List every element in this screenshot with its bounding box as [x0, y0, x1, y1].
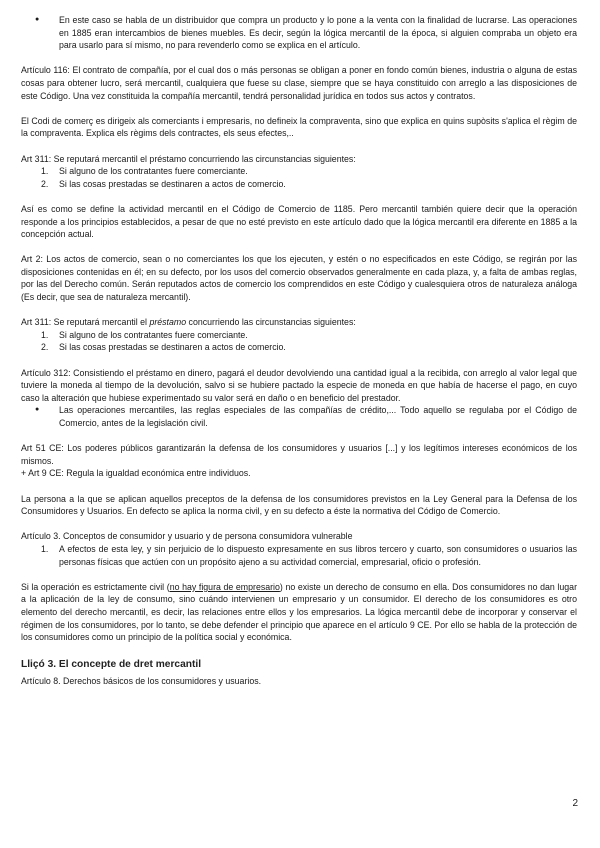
paragraph-art3: Artículo 3. Conceptos de consumidor y usuario y de persona consumidora vulnerable [21, 531, 353, 542]
paragraph-codi: El Codi de comerç es dirigeix als comerciants i empresaris, no defineix la compraventa, sino que explica en quins supòsits s'aplica el règim de la compraventa. Explica els règims dels contractes, els seus efectes,.. [21, 115, 577, 139]
list-item: 2. Si las cosas prestadas se destinaren a actos de comercio. [41, 342, 286, 353]
paragraph-operacion: Si la operación es estrictamente civil (no hay figura de empresario) no existe un derecho de consumo en ella. Dos consumidores no dan lugar a la aplicación de la ley de consumo, sino cuándo intervienen un empresario y un consumidor. El derecho de los consumidores es otro elemento del derecho mercantil, es decir, las relaciones entre ellos y los empresarios. La lógica mercantil debe de incorporar y conservar el régimen de los consumidores, por lo tanto, se debe defender el principio que aparece en el artículo 9 CE. Por ello se habla de la protección de los consumidores como un principio de la política social y económica. [21, 581, 577, 643]
list-item: ● En este caso se habla de un distribuidor que compra un producto y lo pone a la venta con la finalidad de lucrarse. Las operaciones en 1885 eran intercambios de bienes muebles. Es decir, según la lógica mercantil de la época, si alguien compraba un objeto era para usarlo para sí mismo, no para revenderlo como se explica en el artículo. [21, 14, 577, 52]
paragraph-art9: + Art 9 CE: Regula la igualdad económica entre individuos. [21, 468, 251, 479]
paragraph-art116: Artículo 116: El contrato de compañía, por el cual dos o más personas se obligan a poner en fondo común bienes, industria o alguna de estas cosas para obtener lucro, será mercantil, cualquiera que fuese su clase, siempre que se haya constituido con arreglo a las disposiciones de este Código. Una vez constituida la compañía mercantil, tendrá personalidad jurídica en todos sus actos y contratos. [21, 65, 577, 101]
section-heading: Lliçó 3. El concepte de dret mercantil [21, 658, 202, 670]
list-item: 1. Si alguno de los contratantes fuere comerciante. [41, 329, 248, 340]
list-item: 1. A efectos de esta ley, y sin perjuicio de lo dispuesto expresamente en sus libros tercero y cuarto, son consumidores o usuarios las personas físicas que actúen con un propósito ajeno a su actividad comercial, empresarial, oficio o profesión. [41, 543, 577, 567]
paragraph-persona: La persona a la que se aplican aquellos preceptos de la defensa de los consumidores previstos en la Ley General para la Defensa de los Consumidores y Usuarios. En defecto se aplica la norma civil, y en su defecto a éste la normativa del Código de Comercio. [21, 493, 577, 517]
numbered-list [21, 329, 577, 354]
numbered-list [21, 165, 577, 190]
paragraph-art51: Art 51 CE: Los poderes públicos garantizarán la defensa de los consumidores y usuarios [...] y los legítimos intereses económicos de los mismos. [21, 443, 577, 466]
paragraph-art2: Art 2: Los actos de comercio, sean o no comerciantes los que los ejecuten, y estén o no especificados en este Código, se regirán por las disposiciones contenidas en él; en su defecto, por los usos del comercio observados generalmente en cada plaza, y, a falta de ambas reglas, por las del Derecho común. Serán reputados actos de comercio los comprendidos en este Código y cualesquiera otros de naturaleza análoga (Es decir, que sea de naturaleza mercantil). [21, 254, 577, 303]
paragraph-asi: Así es como se define la actividad mercantil en el Código de Comercio de 1185. Pero mercantil también quiere decir que la operación responde a los principios establecidos, a pesar de que no esté previsto en este artículo dado que la lógica mercantil era diferente en 1885 a la concepción actual. [21, 203, 577, 240]
numbered-list [21, 543, 577, 568]
bullet-list [21, 14, 577, 52]
bullet-list [21, 404, 577, 429]
document-page [21, 14, 577, 687]
page-number: 2 [572, 798, 578, 809]
paragraph-art311-italic: Art 311: Se reputará mercantil el préstamo concurriendo las circunstancias siguientes: [21, 317, 356, 328]
list-item: 1. Si alguno de los contratantes fuere comerciante. [41, 166, 248, 177]
paragraph-art311: Art 311: Se reputará mercantil el préstamo concurriendo las circunstancias siguientes: [21, 153, 356, 164]
paragraph-art312: Artículo 312: Consistiendo el préstamo en dinero, pagará el deudor devolviendo una cantidad igual a la recibida, con arreglo al valor legal que tuviere la moneda al tiempo de la devolución, salvo si se hubiere pactado la especie de moneda en que había de hacerse el pago, en cuyo caso la alteración que hubiese experimentado su valor será en daño o en beneficio del prestador. [21, 367, 577, 403]
paragraph-art8: Artículo 8. Derechos básicos de los consumidores y usuarios. [21, 675, 262, 686]
list-item: 2. Si las cosas prestadas se destinaren a actos de comercio. [41, 178, 286, 189]
list-item: ● Las operaciones mercantiles, las reglas especiales de las compañías de crédito,... Todo aquello se regulaba por el Código de Comercio, antes de la legislación civil. [21, 404, 577, 429]
